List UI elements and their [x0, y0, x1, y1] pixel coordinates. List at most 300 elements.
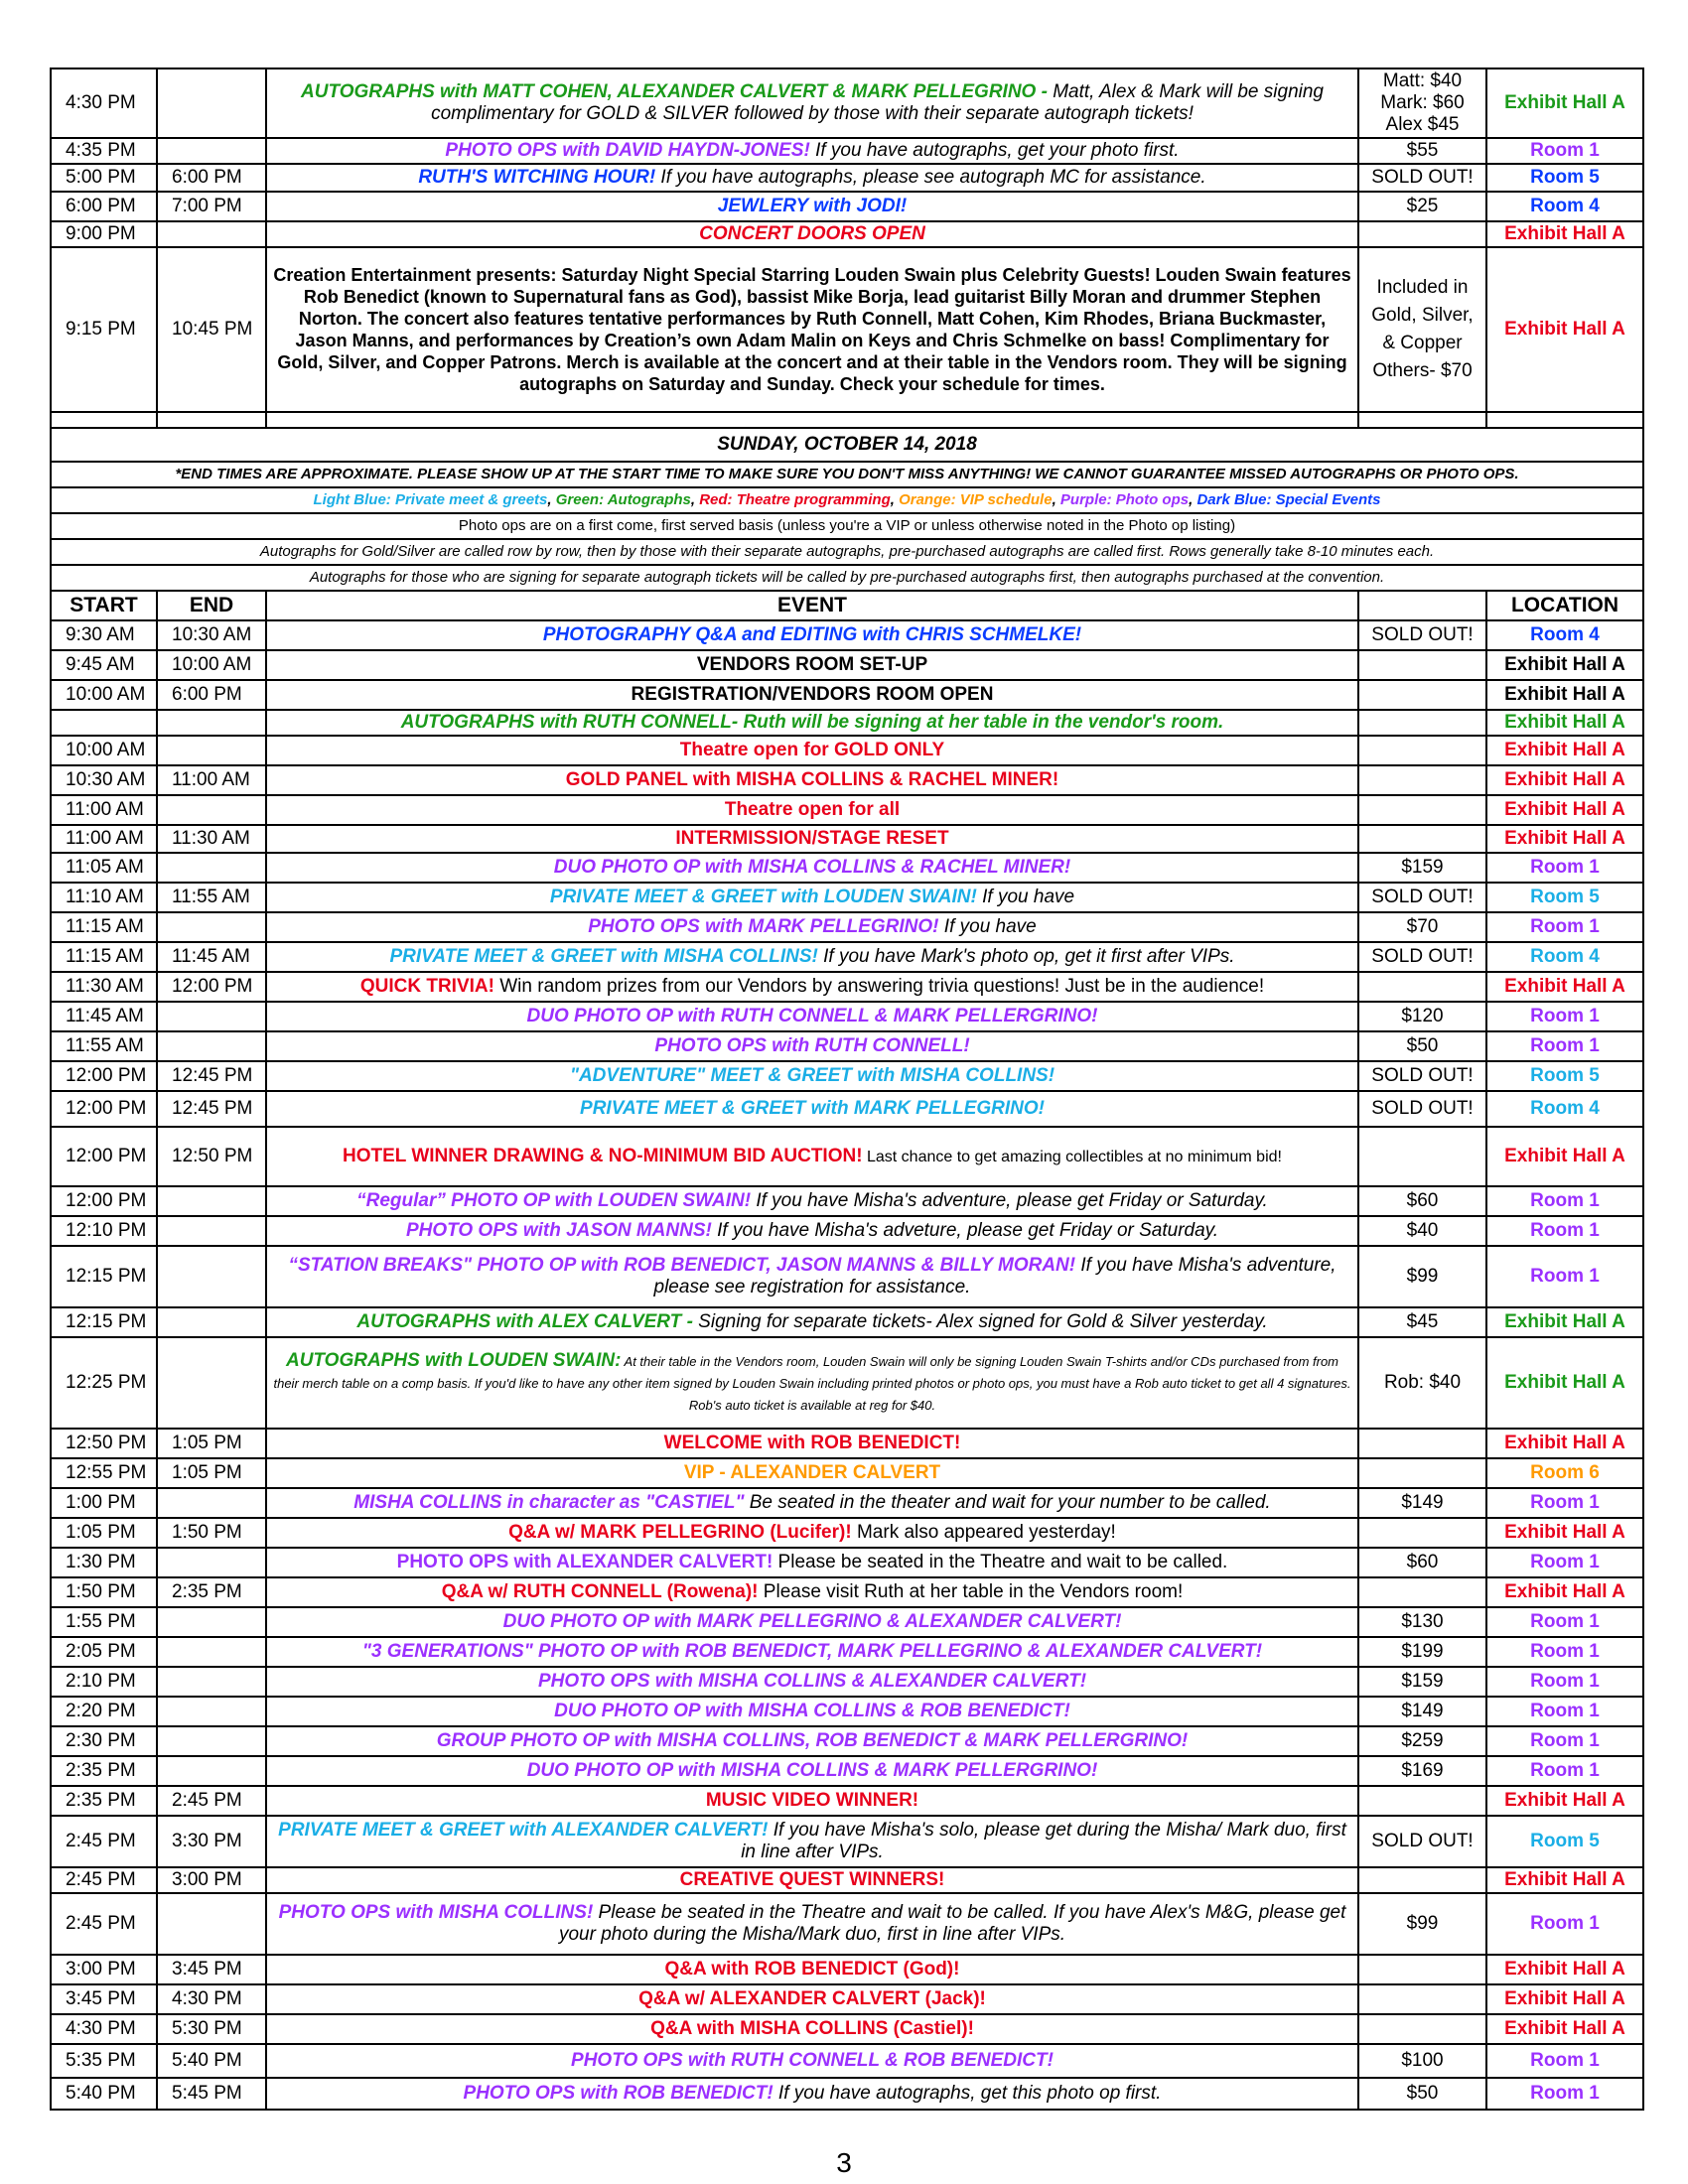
end-time [157, 736, 266, 765]
location: Exhibit Hall A [1486, 247, 1643, 412]
event-title: DUO PHOTO OP with RUTH CONNELL & MARK PELLERGRINO! [526, 1006, 1098, 1026]
schedule-row [51, 710, 1643, 736]
end-time: 11:30 AM [157, 825, 266, 853]
schedule-row [51, 853, 1643, 883]
location: Exhibit Hall A [1486, 1518, 1643, 1548]
start-time: 1:30 PM [51, 1548, 157, 1577]
end-time [157, 1246, 266, 1307]
start-time: 9:45 AM [51, 650, 157, 680]
end-time [157, 1186, 266, 1216]
start-time: 4:35 PM [51, 138, 157, 164]
schedule-row [51, 736, 1643, 765]
start-time: 2:20 PM [51, 1697, 157, 1726]
end-time [157, 1337, 266, 1429]
schedule-row [51, 1337, 1643, 1429]
start-time: 12:10 PM [51, 1216, 157, 1246]
schedule-row [51, 2078, 1643, 2110]
col-header-start: START [51, 591, 157, 620]
schedule-row [51, 942, 1643, 972]
start-time: 2:45 PM [51, 1867, 157, 1893]
end-time [157, 138, 266, 164]
location: Room 1 [1486, 1667, 1643, 1697]
spacer-row [51, 412, 1643, 428]
start-time: 12:00 PM [51, 1127, 157, 1186]
start-time: 12:50 PM [51, 1429, 157, 1458]
price: Included in Gold, Silver, & Copper Others- $70 [1358, 247, 1486, 412]
start-time: 12:25 PM [51, 1337, 157, 1429]
end-time: 1:50 PM [157, 1518, 266, 1548]
event-cell [266, 1061, 1358, 1091]
end-time [157, 795, 266, 825]
schedule-table [50, 68, 1644, 2111]
location: Exhibit Hall A [1486, 68, 1643, 138]
schedule-row [51, 765, 1643, 795]
price: SOLD OUT! [1358, 1061, 1486, 1091]
end-time [157, 1488, 266, 1518]
event-title: PHOTO OPS with ROB BENEDICT! [463, 2083, 774, 2104]
event-title: “Regular” PHOTO OP with LOUDEN SWAIN! [356, 1190, 752, 1211]
event-title: GOLD PANEL with MISHA COLLINS & RACHEL MINER! [565, 769, 1059, 790]
end-time [157, 1002, 266, 1031]
start-time: 9:30 AM [51, 620, 157, 650]
event-description: If you have autographs, get your photo first. [809, 140, 1180, 161]
legend-item: Light Blue: Private meet & greets [313, 491, 548, 508]
location: Exhibit Hall A [1486, 1577, 1643, 1607]
event-cell [266, 1091, 1358, 1127]
price [1358, 825, 1486, 853]
end-time [157, 1667, 266, 1697]
event-cell [266, 1984, 1358, 2014]
schedule-row [51, 1697, 1643, 1726]
location: Exhibit Hall A [1486, 1429, 1643, 1458]
location: Exhibit Hall A [1486, 1955, 1643, 1984]
schedule-row [51, 192, 1643, 221]
event-cell [266, 883, 1358, 912]
start-time: 11:10 AM [51, 883, 157, 912]
event-cell [266, 1726, 1358, 1756]
location: Room 1 [1486, 2078, 1643, 2110]
schedule-row [51, 680, 1643, 710]
price: $25 [1358, 192, 1486, 221]
schedule-row [51, 1637, 1643, 1667]
start-time: 12:00 PM [51, 1186, 157, 1216]
end-time: 5:45 PM [157, 2078, 266, 2110]
location: Room 1 [1486, 1186, 1643, 1216]
start-time: 11:45 AM [51, 1002, 157, 1031]
start-time: 1:50 PM [51, 1577, 157, 1607]
event-title: PRIVATE MEET & GREET with ALEXANDER CALVERT! [278, 1820, 769, 1841]
location: Exhibit Hall A [1486, 825, 1643, 853]
start-time: 2:30 PM [51, 1726, 157, 1756]
price [1358, 680, 1486, 710]
price: Matt: $40 Mark: $60 Alex $45 [1358, 68, 1486, 138]
photo-op-note-row [51, 513, 1643, 539]
price: $40 [1358, 1216, 1486, 1246]
spacer-cell [157, 412, 266, 428]
price [1358, 1458, 1486, 1488]
location: Exhibit Hall A [1486, 680, 1643, 710]
price [1358, 710, 1486, 736]
event-description: Please be seated in the Theatre and wait to be called. [773, 1552, 1228, 1572]
event-cell [266, 1577, 1358, 1607]
location: Room 1 [1486, 853, 1643, 883]
event-title: VIP - ALEXANDER CALVERT [683, 1462, 941, 1483]
location: Exhibit Hall A [1486, 1307, 1643, 1337]
start-time: 11:00 AM [51, 825, 157, 853]
price [1358, 972, 1486, 1002]
event-title: AUTOGRAPHS with RUTH CONNELL- Ruth will be signing at her table in the vendor's room. [400, 712, 1224, 733]
location: Room 5 [1486, 1816, 1643, 1867]
price [1358, 2014, 1486, 2044]
price: SOLD OUT! [1358, 942, 1486, 972]
start-time: 9:15 PM [51, 247, 157, 412]
schedule-row [51, 221, 1643, 247]
event-title: “STATION BREAKS" PHOTO OP with ROB BENEDICT, JASON MANNS & BILLY MORAN! [288, 1255, 1076, 1276]
start-time: 2:35 PM [51, 1756, 157, 1786]
end-time: 5:30 PM [157, 2014, 266, 2044]
end-time [157, 68, 266, 138]
end-time [157, 710, 266, 736]
start-time: 3:00 PM [51, 1955, 157, 1984]
end-time: 12:45 PM [157, 1091, 266, 1127]
end-time: 3:00 PM [157, 1867, 266, 1893]
event-cell [266, 192, 1358, 221]
price: $60 [1358, 1548, 1486, 1577]
price: $159 [1358, 1667, 1486, 1697]
spacer-cell [1358, 412, 1486, 428]
end-time: 12:00 PM [157, 972, 266, 1002]
event-cell [266, 1127, 1358, 1186]
gold-silver-note-row [51, 539, 1643, 565]
schedule-row [51, 1216, 1643, 1246]
event-description: If you have [938, 916, 1037, 937]
price: $55 [1358, 138, 1486, 164]
event-title: PHOTO OPS with DAVID HAYDN-JONES! [445, 140, 810, 161]
price: $50 [1358, 2078, 1486, 2110]
event-title: PHOTO OPS with MISHA COLLINS! [278, 1902, 594, 1923]
event-title: REGISTRATION/VENDORS ROOM OPEN [631, 684, 994, 705]
end-time [157, 1697, 266, 1726]
price: $50 [1358, 1031, 1486, 1061]
schedule-row [51, 1893, 1643, 1955]
price: SOLD OUT! [1358, 620, 1486, 650]
price: $99 [1358, 1246, 1486, 1307]
schedule-row [51, 1984, 1643, 2014]
event-title: AUTOGRAPHS with LOUDEN SWAIN: [285, 1350, 622, 1371]
event-title: DUO PHOTO OP with MISHA COLLINS & RACHEL MINER! [553, 857, 1071, 878]
event-cell [266, 680, 1358, 710]
approx-note-row [51, 462, 1643, 487]
legend-item: Red: Theatre programming [699, 491, 891, 508]
price [1358, 1984, 1486, 2014]
legend-item: Green: Autographs [555, 491, 691, 508]
legend-item: Orange: VIP schedule [899, 491, 1053, 508]
schedule-row [51, 1246, 1643, 1307]
start-time: 6:00 PM [51, 192, 157, 221]
price: SOLD OUT! [1358, 883, 1486, 912]
end-time: 4:30 PM [157, 1984, 266, 2014]
event-description: Matt, Alex & Mark will be signing complimentary for GOLD & SILVER followed by those with their separate autograph tickets! [431, 81, 1324, 124]
separate-ticket-note-row [51, 565, 1643, 591]
event-description: Win random prizes from our Vendors by answering trivia questions! Just be in the audience! [493, 976, 1265, 997]
start-time: 1:00 PM [51, 1488, 157, 1518]
event-description: If you have autographs, get this photo op first. [773, 2083, 1162, 2104]
start-time: 5:35 PM [51, 2044, 157, 2078]
event-title: INTERMISSION/STAGE RESET [675, 828, 949, 849]
event-cell [266, 942, 1358, 972]
location: Exhibit Hall A [1486, 221, 1643, 247]
concert-row [51, 247, 1643, 412]
location: Exhibit Hall A [1486, 972, 1643, 1002]
schedule-row [51, 1488, 1643, 1518]
start-time: 3:45 PM [51, 1984, 157, 2014]
event-description: If you have Mark's photo op, get it first after VIPs. [817, 946, 1235, 967]
start-time: 2:10 PM [51, 1667, 157, 1697]
separate-ticket-note: Autographs for those who are signing for separate autograph tickets will be called by pre-purchased autographs first, then autographs purchased at the convention. [51, 565, 1643, 591]
start-time: 2:45 PM [51, 1816, 157, 1867]
location: Room 4 [1486, 1091, 1643, 1127]
end-time: 2:35 PM [157, 1577, 266, 1607]
schedule-row [51, 1518, 1643, 1548]
event-title: HOTEL WINNER DRAWING & NO-MINIMUM BID AUCTION! [343, 1145, 863, 1166]
location: Room 4 [1486, 942, 1643, 972]
location: Exhibit Hall A [1486, 736, 1643, 765]
event-cell [266, 1458, 1358, 1488]
schedule-row [51, 1127, 1643, 1186]
event-cell [266, 765, 1358, 795]
schedule-row [51, 1726, 1643, 1756]
event-title: AUTOGRAPHS with MATT COHEN, ALEXANDER CALVERT & MARK PELLEGRINO - [301, 81, 1054, 102]
start-time: 5:00 PM [51, 164, 157, 192]
schedule-row [51, 1429, 1643, 1458]
event-description: Mark also appeared yesterday! [851, 1522, 1116, 1543]
event-cell [266, 1337, 1358, 1429]
schedule-row [51, 1002, 1643, 1031]
schedule-row [51, 795, 1643, 825]
end-time [157, 1726, 266, 1756]
event-title: PHOTO OPS with JASON MANNS! [405, 1220, 712, 1241]
event-cell [266, 620, 1358, 650]
start-time: 12:55 PM [51, 1458, 157, 1488]
col-header-event: EVENT [266, 591, 1358, 620]
end-time: 5:40 PM [157, 2044, 266, 2078]
schedule-row [51, 1577, 1643, 1607]
event-cell [266, 2044, 1358, 2078]
color-legend-row [51, 487, 1643, 513]
price [1358, 1577, 1486, 1607]
schedule-row [51, 825, 1643, 853]
schedule-row [51, 1031, 1643, 1061]
event-title: AUTOGRAPHS with ALEX CALVERT - [356, 1311, 699, 1332]
legend-item: Purple: Photo ops [1059, 491, 1190, 508]
location: Room 1 [1486, 1002, 1643, 1031]
event-cell [266, 1786, 1358, 1816]
start-time: 4:30 PM [51, 2014, 157, 2044]
event-title: WELCOME with ROB BENEDICT! [663, 1433, 961, 1453]
event-title: Q&A with MISHA COLLINS (Castiel)! [650, 2018, 974, 2039]
event-cell [266, 710, 1358, 736]
event-title: Q&A w/ RUTH CONNELL (Rowena)! [441, 1581, 759, 1602]
start-time: 12:15 PM [51, 1246, 157, 1307]
event-title: PHOTOGRAPHY Q&A and EDITING with CHRIS SCHMELKE! [542, 624, 1082, 645]
location: Exhibit Hall A [1486, 650, 1643, 680]
event-cell [266, 972, 1358, 1002]
event-title: DUO PHOTO OP with MISHA COLLINS & MARK PELLERGRINO! [526, 1760, 1098, 1781]
event-cell [266, 912, 1358, 942]
event-cell [266, 1607, 1358, 1637]
end-time [157, 1307, 266, 1337]
location: Room 1 [1486, 912, 1643, 942]
event-cell [266, 1667, 1358, 1697]
end-time [157, 912, 266, 942]
event-description: Signing for separate tickets- Alex signed for Gold & Silver yesterday. [698, 1311, 1268, 1332]
event-cell [266, 1031, 1358, 1061]
schedule-row [51, 1548, 1643, 1577]
event-title: PHOTO OPS with MISHA COLLINS & ALEXANDER CALVERT! [537, 1671, 1087, 1692]
start-time: 11:55 AM [51, 1031, 157, 1061]
end-time: 10:30 AM [157, 620, 266, 650]
price [1358, 1429, 1486, 1458]
start-time: 9:00 PM [51, 221, 157, 247]
photo-op-note: Photo ops are on a first come, first served basis (unless you're a VIP or unless otherwise noted in the Photo op listing) [51, 513, 1643, 539]
end-time: 1:05 PM [157, 1458, 266, 1488]
location: Room 5 [1486, 883, 1643, 912]
price [1358, 650, 1486, 680]
end-time: 12:50 PM [157, 1127, 266, 1186]
event-cell [266, 853, 1358, 883]
event-title: RUTH'S WITCHING HOUR! [418, 167, 656, 188]
schedule-row [51, 883, 1643, 912]
event-title: MISHA COLLINS in character as "CASTIEL" [353, 1492, 745, 1513]
schedule-row [51, 1867, 1643, 1893]
event-description: If you have Misha's adventure, please see registration for assistance. [653, 1255, 1336, 1297]
start-time: 10:30 AM [51, 765, 157, 795]
location: Room 6 [1486, 1458, 1643, 1488]
end-time: 10:00 AM [157, 650, 266, 680]
start-time: 12:15 PM [51, 1307, 157, 1337]
event-description: Please be seated in the Theatre and wait to be called. If you have Alex's M&G, please get your photo during the Misha/Mark duo, first in line after VIPs. [558, 1902, 1346, 1945]
end-time [157, 1216, 266, 1246]
start-time: 2:05 PM [51, 1637, 157, 1667]
event-description: If you have Misha's solo, please get during the Misha/ Mark duo, first in line after VIPs. [741, 1820, 1346, 1862]
schedule-row [51, 1756, 1643, 1786]
schedule-row [51, 912, 1643, 942]
event-title: PHOTO OPS with RUTH CONNELL & ROB BENEDICT! [571, 2050, 1054, 2071]
end-time: 3:30 PM [157, 1816, 266, 1867]
start-time: 12:00 PM [51, 1091, 157, 1127]
event-description: If you have [976, 887, 1075, 907]
end-time [157, 1607, 266, 1637]
event-title: VENDORS ROOM SET-UP [696, 654, 928, 675]
event-cell [266, 1637, 1358, 1667]
event-description: If you have Misha's adventure, please get Friday or Saturday. [751, 1190, 1268, 1211]
event-cell [266, 2078, 1358, 2110]
location: Room 4 [1486, 620, 1643, 650]
start-time: 10:00 AM [51, 736, 157, 765]
gold-silver-note: Autographs for Gold/Silver are called row by row, then by those with their separate autographs, pre-purchased autographs are called first. Rows generally take 8-10 minutes each. [51, 539, 1643, 565]
schedule-row [51, 138, 1643, 164]
end-time [157, 1031, 266, 1061]
schedule-row [51, 620, 1643, 650]
price [1358, 221, 1486, 247]
color-legend: Light Blue: Private meet & greets, Green: Autographs, Red: Theatre programming, Orange: VIP schedule, Purple: Photo ops, Dark Blue: Special Events [51, 487, 1643, 513]
start-time [51, 710, 157, 736]
event-title: DUO PHOTO OP with MISHA COLLINS & ROB BENEDICT! [554, 1701, 1070, 1721]
event-title: PHOTO OPS with MARK PELLEGRINO! [588, 916, 939, 937]
location: Room 5 [1486, 164, 1643, 192]
location: Room 1 [1486, 1637, 1643, 1667]
event-cell [266, 68, 1358, 138]
price: $199 [1358, 1637, 1486, 1667]
approx-note: *END TIMES ARE APPROXIMATE. PLEASE SHOW UP AT THE START TIME TO MAKE SURE YOU DON'T MISS ANYTHING! WE CANNOT GUARANTEE MISSED AUTOGRAPHS OR PHOTO OPS. [51, 462, 1643, 487]
event-title: Q&A w/ ALEXANDER CALVERT (Jack)! [638, 1988, 986, 2009]
event-cell [266, 221, 1358, 247]
page-number: 3 [836, 2147, 852, 2178]
col-header-end: END [157, 591, 266, 620]
event-cell [266, 650, 1358, 680]
event-cell [266, 795, 1358, 825]
price: $149 [1358, 1697, 1486, 1726]
schedule-row [51, 68, 1643, 138]
spacer-cell [1486, 412, 1643, 428]
location: Room 1 [1486, 2044, 1643, 2078]
event-cell [266, 1429, 1358, 1458]
event-title: QUICK TRIVIA! [359, 976, 494, 997]
start-time: 2:35 PM [51, 1786, 157, 1816]
schedule-row [51, 1607, 1643, 1637]
start-time: 1:55 PM [51, 1607, 157, 1637]
schedule-row [51, 1786, 1643, 1816]
end-time: 6:00 PM [157, 164, 266, 192]
price: $100 [1358, 2044, 1486, 2078]
event-cell [266, 1955, 1358, 1984]
end-time [157, 1548, 266, 1577]
location: Room 1 [1486, 1488, 1643, 1518]
schedule-row [51, 1458, 1643, 1488]
location: Room 4 [1486, 192, 1643, 221]
start-time: 12:00 PM [51, 1061, 157, 1091]
location: Room 1 [1486, 1697, 1643, 1726]
end-time: 10:45 PM [157, 247, 266, 412]
event-title: Theatre open for all [724, 799, 901, 820]
schedule-row [51, 164, 1643, 192]
schedule-row [51, 2044, 1643, 2078]
location: Room 5 [1486, 1061, 1643, 1091]
event-cell [266, 1867, 1358, 1893]
event-description: If you have autographs, please see autograph MC for assistance. [655, 167, 1206, 188]
location: Room 1 [1486, 1548, 1643, 1577]
price [1358, 1127, 1486, 1186]
event-cell [266, 1002, 1358, 1031]
event-cell [266, 736, 1358, 765]
schedule-row [51, 972, 1643, 1002]
event-title: PRIVATE MEET & GREET with MARK PELLEGRINO! [580, 1098, 1045, 1119]
event-cell [266, 1186, 1358, 1216]
location: Exhibit Hall A [1486, 795, 1643, 825]
location: Room 1 [1486, 1726, 1643, 1756]
event-cell [266, 1816, 1358, 1867]
schedule-row [51, 1061, 1643, 1091]
event-cell [266, 1216, 1358, 1246]
location: Room 1 [1486, 1756, 1643, 1786]
event-title: GROUP PHOTO OP with MISHA COLLINS, ROB BENEDICT & MARK PELLERGRINO! [436, 1730, 1189, 1751]
end-time: 11:55 AM [157, 883, 266, 912]
schedule-row [51, 650, 1643, 680]
location: Room 1 [1486, 1893, 1643, 1955]
start-time: 4:30 PM [51, 68, 157, 138]
price: SOLD OUT! [1358, 1091, 1486, 1127]
event-cell [266, 1893, 1358, 1955]
